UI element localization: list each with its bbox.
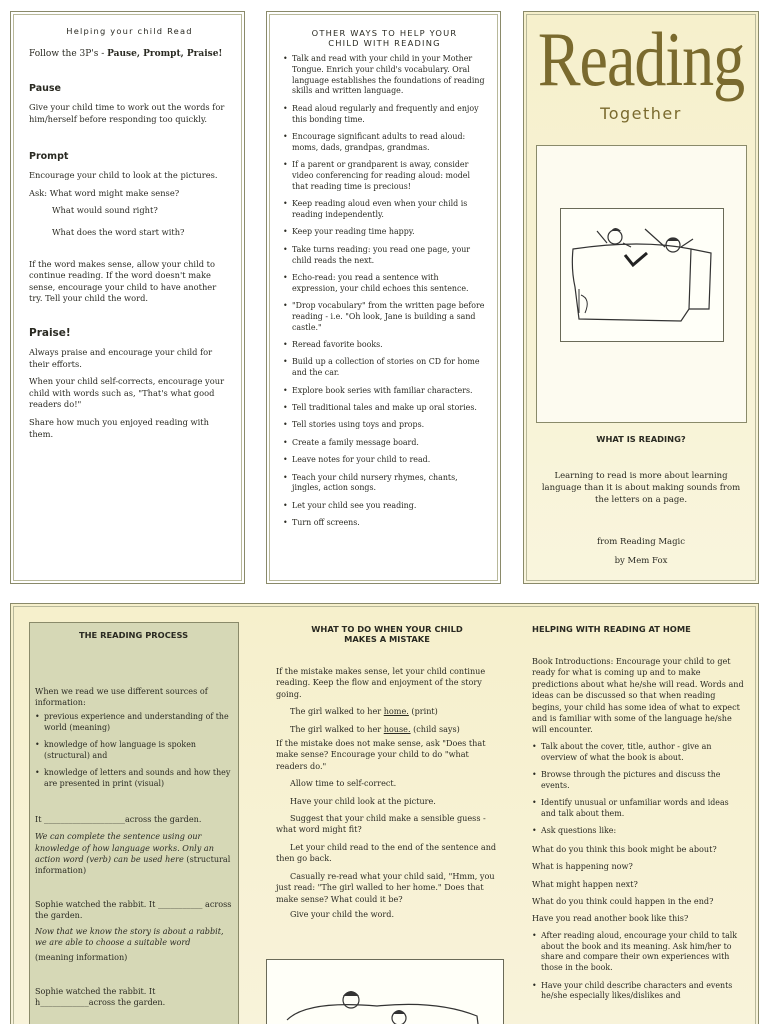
process-item: • knowledge of letters and sounds and how they are presented in print (visual): [35, 768, 232, 790]
other-ways-item: • Explore book series with familiar characters.: [283, 386, 486, 397]
example-b-pre: The girl walked to her: [290, 723, 384, 734]
home-question: Have you read another book like this?: [532, 913, 689, 924]
mistake-example-b: [276, 724, 498, 735]
process-item: • knowledge of how language is spoken (structural) and: [35, 740, 232, 762]
home-questions: [532, 844, 746, 925]
praise-text-1: Always praise and encourage your child for their efforts.: [29, 346, 213, 369]
example-3-line-2: h____________across the garden.: [35, 997, 166, 1008]
home-question: What might happen next?: [532, 878, 638, 889]
home-item: • After reading aloud, encourage your child to talk about the book and its meaning. Ask him/her to share and compare their own experiences with those in the book.: [532, 931, 746, 974]
panel-helping-child-read: [10, 11, 245, 584]
mistake-column: [276, 624, 498, 920]
home-item: • Talk about the cover, title, author - give an overview of what the book is about.: [532, 742, 746, 764]
panel-other-ways: [266, 11, 501, 584]
example-2: Sophie watched the rabbit. It ___________ across the garden.: [35, 898, 232, 921]
mistake-heading-line-2: MAKES A MISTAKE: [344, 634, 430, 644]
other-ways-item: • Keep reading aloud even when your child is reading independently.: [283, 199, 486, 221]
other-ways-item: • Let your child see you reading.: [283, 501, 486, 512]
example-b-word: house.: [383, 723, 411, 734]
example-3-line-1: Sophie watched the rabbit. It: [35, 985, 156, 996]
home-heading: HELPING WITH READING AT HOME: [532, 624, 691, 634]
other-ways-item: • Read aloud regularly and frequently and enjoy this bonding time.: [283, 104, 486, 126]
other-ways-item: • Take turns reading: you read one page, your child reads the next.: [283, 245, 486, 267]
panel-title-line-1: OTHER WAYS TO HELP YOUR: [311, 28, 458, 38]
praise-heading: Praise!: [29, 326, 71, 339]
prompt-heading: Prompt: [29, 151, 69, 163]
home-question: What is happening now?: [532, 861, 633, 872]
prompt-text-2: If the word makes sense, allow your child to continue reading. If the word doesn't make sense, encourage your child to have another try. Tell your child the word.: [29, 258, 217, 304]
strategy-2: Have your child look at the picture.: [290, 795, 436, 806]
other-ways-item: • Echo-read: you read a sentence with expression, your child echoes this sentence.: [283, 273, 486, 295]
other-ways-item: • Build up a collection of stories on CD for home and the car.: [283, 357, 486, 379]
other-ways-item: • Reread favorite books.: [283, 340, 486, 351]
mistake-p2: If the mistake does not make sense, ask "Does that make sense? Encourage your child to do "what readers do.": [276, 738, 486, 771]
source-line-1: from Reading Magic: [596, 537, 686, 547]
mistake-heading-line-1: WHAT TO DO WHEN YOUR CHILD: [311, 624, 463, 634]
other-ways-item: • "Drop vocabulary" from the written page before reading - i.e. "Oh look, Jane is building a sand castle.": [283, 301, 486, 333]
cover-image-frame: [536, 145, 747, 423]
cover-subtitle: Together: [600, 104, 682, 123]
other-ways-item: • Create a family message board.: [283, 438, 486, 449]
home-list: [532, 742, 746, 837]
home-item: • Browse through the pictures and discuss the events.: [532, 770, 746, 792]
prompt-ask-3: What does the word start with?: [52, 226, 185, 237]
panel-title-line-2: CHILD WITH READING: [328, 38, 441, 48]
other-ways-item: • If a parent or grandparent is away, consider video conferencing for reading aloud: model that reading time is precious!: [283, 160, 486, 192]
other-ways-item: • Tell stories using toys and props.: [283, 420, 486, 431]
prompt-text: Encourage your child to look at the pictures.: [29, 170, 218, 181]
what-is-reading-heading: WHAT IS READING?: [596, 434, 686, 444]
quote-source: [524, 533, 758, 571]
panel-title: Helping your child Read: [66, 26, 193, 36]
example-a-pre: The girl walked to her: [290, 706, 384, 717]
example-1-note-tail: (structural information): [35, 854, 231, 876]
example-1-note-italic: We can complete the sentence using our knowledge of how language works. Only an action word (verb) can be used here: [35, 831, 214, 864]
home-question: What do you think could happen in the end?: [532, 896, 714, 907]
cover-title: Reading: [537, 16, 745, 102]
home-intro: Book Introductions: Encourage your child to get ready for what is coming up and to make predictions about what he/she will read. Words and ideas can be discussed so that when reading begins, your child has some idea of what to expect and is familiar with some of the language he/she will encounter.: [532, 656, 744, 735]
process-item: • previous experience and understanding of the world (meaning): [35, 712, 232, 734]
example-1-note: [35, 831, 232, 877]
intro-bold: Pause, Prompt, Praise!: [107, 49, 223, 59]
other-ways-item: • Keep your reading time happy.: [283, 227, 486, 238]
mistake-example-a: [276, 706, 498, 717]
home-list-2: [532, 931, 746, 1002]
example-a-word: home.: [383, 706, 409, 717]
reading-process-box: [29, 622, 239, 1024]
prompt-ask-2: What would sound right?: [52, 205, 158, 216]
praise-text-2: When your child self-corrects, encourage your child with words such as, "That's what good readers do!": [29, 376, 225, 410]
mistake-p1: If the mistake makes sense, let your child continue reading. Keep the flow and enjoyment of the story going.: [276, 666, 486, 699]
strategy-5: Casually re-read what your child said, "Hmm, you just read: "The girl walled to her home." Does that make sense? What could it be?: [276, 870, 495, 904]
what-is-reading-text: Learning to read is more about learning language than it is about making sounds from the letters on a page.: [541, 471, 741, 505]
home-question: What do you think this book might be about?: [532, 843, 717, 854]
example-b-post: (child says): [410, 723, 460, 734]
home-item: • Identify unusual or unfamiliar words and ideas and talk about them.: [532, 798, 746, 820]
example-a-post: (print): [408, 706, 438, 717]
other-ways-item: • Encourage significant adults to read aloud: moms, dads, grandpas, grandmas.: [283, 132, 486, 154]
other-ways-item: • Leave notes for your child to read.: [283, 455, 486, 466]
intro-line: [29, 49, 230, 59]
other-ways-list: [283, 54, 486, 529]
pause-text: Give your child time to work out the words for him/herself before responding too quickly.: [29, 102, 225, 124]
reading-process-heading: THE READING PROCESS: [78, 630, 189, 640]
process-intro: When we read we use different sources of information:: [35, 686, 208, 708]
other-ways-item: • Tell traditional tales and make up oral stories.: [283, 403, 486, 414]
example-2-note: Now that we know the story is about a rabbit, we are able to choose a suitable word: [35, 925, 224, 948]
example-2-tail: (meaning information): [35, 952, 128, 963]
example-1: It ____________________across the garden.: [35, 813, 202, 824]
source-line-2: by Mem Fox: [614, 556, 668, 566]
strategy-1: Allow time to self-correct.: [290, 778, 397, 789]
child-drawing: [560, 208, 724, 342]
pause-heading: Pause: [29, 83, 61, 94]
strategy-6: Give your child the word.: [290, 908, 395, 919]
strategy-4: Let your child read to the end of the sentence and then go back.: [276, 841, 497, 864]
praise-text-3: Share how much you enjoyed reading with them.: [29, 416, 209, 439]
home-item: • Ask questions like:: [532, 826, 746, 837]
process-list: [35, 712, 232, 790]
home-item: • Have your child describe characters and events he/she especially likes/dislikes and: [532, 981, 746, 1003]
other-ways-item: • Turn off screens.: [283, 518, 486, 529]
home-column: [532, 624, 746, 1009]
panel-cover: [523, 11, 759, 584]
other-ways-item: • Talk and read with your child in your Mother Tongue. Enrich your child's vocabulary. Oral language establishes the foundations of reading skills and written language.: [283, 54, 486, 97]
other-ways-item: • Teach your child nursery rhymes, chants, jingles, action songs.: [283, 473, 486, 495]
prompt-ask-1: Ask: What word might make sense?: [29, 187, 180, 198]
child-drawing-bottom: [266, 959, 504, 1024]
intro-prefix: Follow the 3P's -: [29, 49, 108, 59]
strategy-3: Suggest that your child make a sensible guess - what word might fit?: [276, 813, 486, 835]
bottom-sheet: [10, 603, 759, 1024]
